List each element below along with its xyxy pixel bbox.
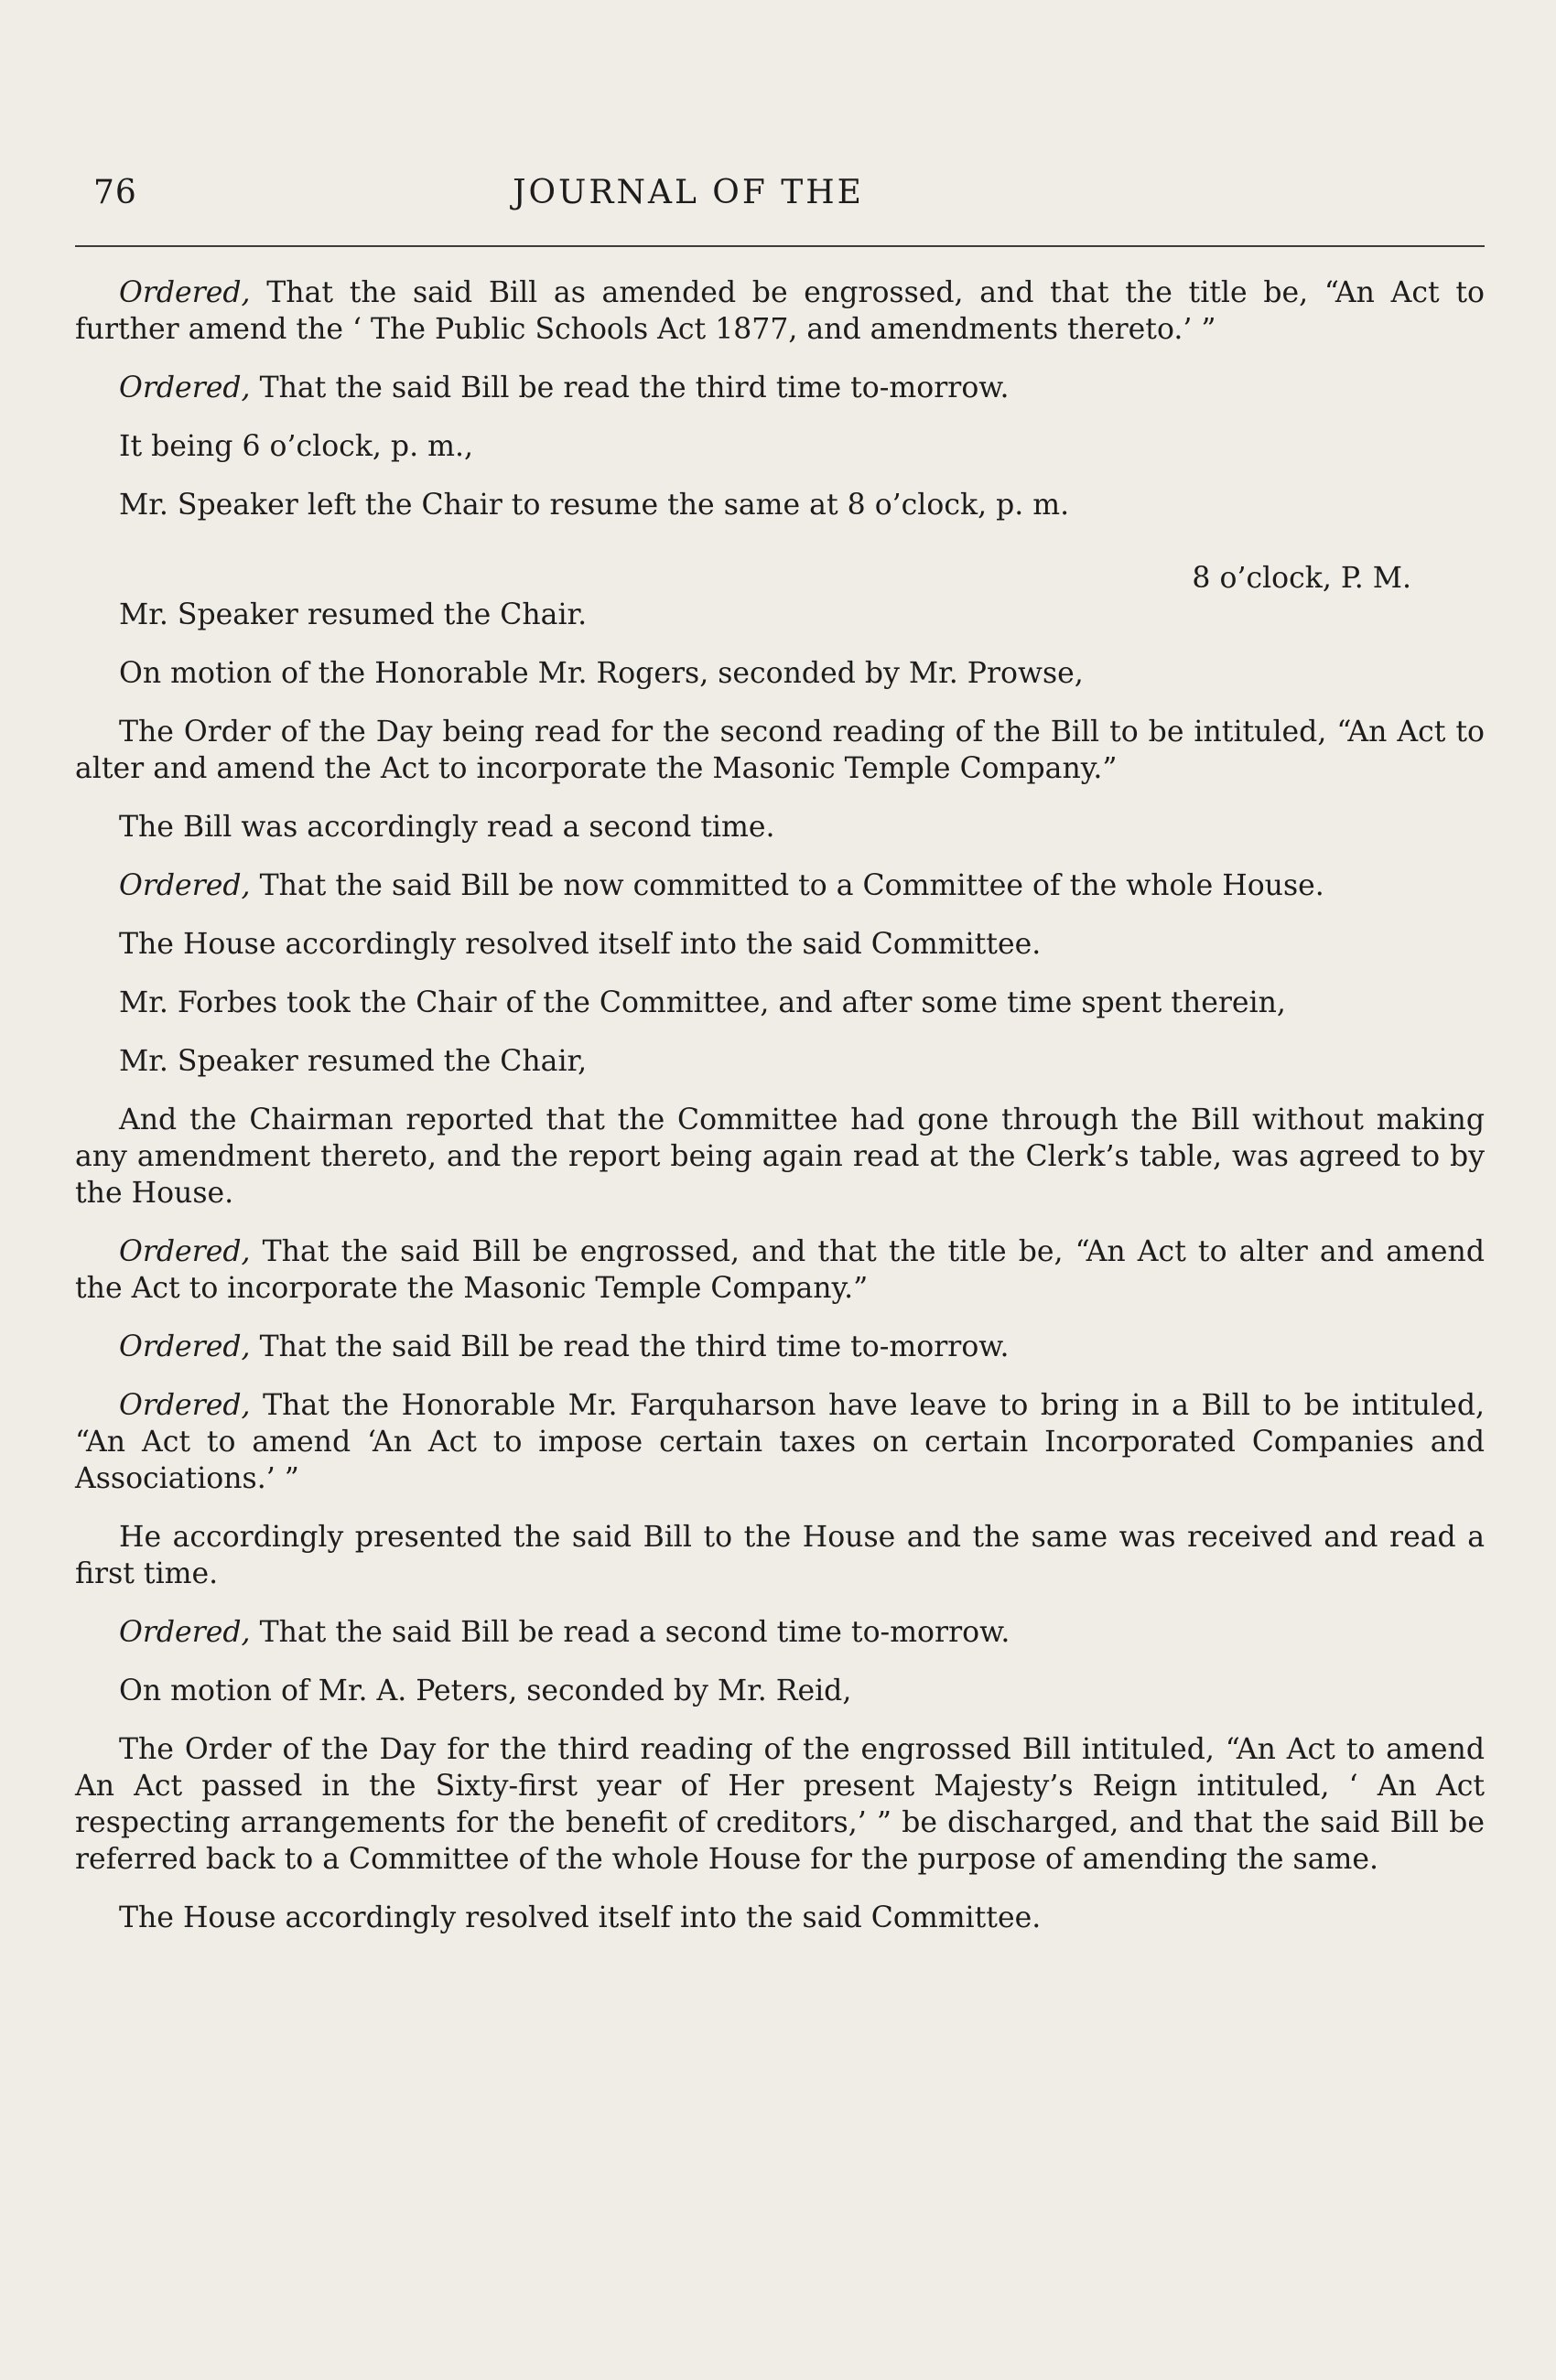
paragraph-text: That the said Bill be read the third time to-morrow. [250,1330,1010,1363]
paragraph [75,597,1485,633]
paragraph [75,1329,1485,1365]
paragraph [75,1519,1485,1592]
paragraph [75,1900,1485,1936]
page-number: 76 [93,174,137,211]
paragraph [75,1043,1485,1080]
ordered-lead: Ordered, [119,276,251,309]
paragraph [75,809,1485,845]
paragraph-text: The Bill was accordingly read a second time. [119,811,775,844]
paragraph-text: The Order of the Day for the third reading of the engrossed Bill intituled, “An Act to amend An Act passed in the Sixty-first year of Her present Majesty’s Reign intituled, ‘ An Act respecting arrangements for the benefit of creditors,’ ” be discharged, and that the said Bill be referred back to a Committee of the whole House for the purpose of amending the same. [75,1733,1485,1876]
paragraph-text: He accordingly presented the said Bill to the House and the same was received and read a first time. [75,1521,1485,1590]
paragraph [75,1614,1485,1651]
paragraph-text: The House accordingly resolved itself into the said Committee. [119,1901,1042,1934]
paragraph [75,867,1485,904]
ordered-lead: Ordered, [119,372,251,404]
paragraph [75,1102,1485,1212]
paragraph-text: Mr. Speaker left the Chair to resume the same at 8 o’clock, p. m. [119,489,1070,522]
paragraph [75,428,1485,465]
paragraph-text: Mr. Speaker resumed the Chair. [119,598,588,631]
paragraph [75,714,1485,787]
paragraph-text: That the Honorable Mr. Farquharson have leave to bring in a Bill to be intituled, “An Act to amend ‘An Act to impose certain taxes on certain Incorporated Companies and Associations.’ ” [75,1389,1485,1495]
paragraph-text: Mr. Speaker resumed the Chair, [119,1045,588,1078]
paragraph [75,1233,1485,1307]
paragraph-text: That the said Bill as amended be engrossed, and that the title be, “An Act to further amend the ‘ The Public Schools Act 1877, and amendments thereto.’ ” [75,276,1485,346]
paragraph-text: And the Chairman reported that the Committee had gone through the Bill without making any amendment thereto, and the report being again read at the Clerk’s table, was agreed to by the House. [75,1104,1485,1210]
paragraph-text: That the said Bill be engrossed, and that the title be, “An Act to alter and amend the Act to incorporate the Masonic Temple Company.” [75,1235,1485,1305]
paragraph-text: Mr. Forbes took the Chair of the Committee, and after some time spent therein, [119,986,1286,1019]
paragraph [75,655,1485,692]
paragraph-text: It being 6 o’clock, p. m., [119,430,474,463]
paragraph [75,1731,1485,1878]
ordered-lead: Ordered, [119,1389,251,1422]
paragraph-text: The House accordingly resolved itself into the said Committee. [119,928,1042,961]
paragraph [75,370,1485,406]
paragraph [75,926,1485,963]
paragraph [75,985,1485,1021]
paragraph [75,487,1485,523]
journal-body [75,275,1485,1958]
ordered-lead: Ordered, [119,869,251,902]
running-title: JOURNAL OF THE [513,174,864,211]
sitting-time: 8 o’clock, P. M. [1192,562,1411,595]
paragraph [75,275,1485,348]
paragraph-text: That the said Bill be now committed to a Committee of the whole House. [250,869,1324,902]
paragraph-text: That the said Bill be read a second time to-morrow. [250,1616,1010,1649]
ordered-lead: Ordered, [119,1616,251,1649]
ordered-lead: Ordered, [119,1330,251,1363]
header-rule [75,245,1485,247]
page-header [75,174,1485,220]
ordered-lead: Ordered, [119,1235,251,1268]
paragraph-text: On motion of Mr. A. Peters, seconded by Mr. Reid, [119,1675,852,1707]
paragraph [75,1673,1485,1709]
paragraph-text: That the said Bill be read the third time to-morrow. [250,372,1010,404]
paragraph [75,1387,1485,1497]
paragraph-text: On motion of the Honorable Mr. Rogers, seconded by Mr. Prowse, [119,657,1084,690]
paragraph-text: The Order of the Day being read for the second reading of the Bill to be intituled, “An Act to alter and amend the Act to incorporate the Masonic Temple Company.” [75,716,1485,785]
